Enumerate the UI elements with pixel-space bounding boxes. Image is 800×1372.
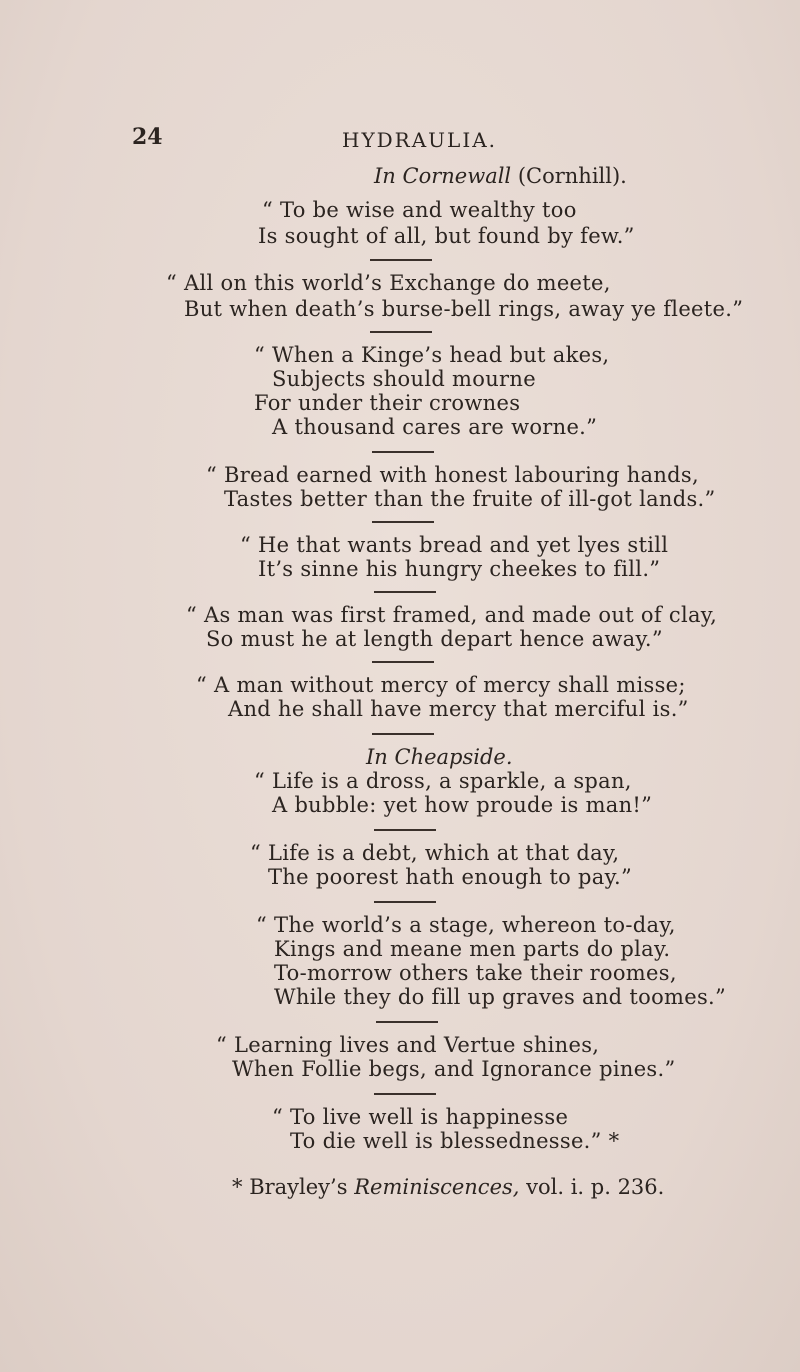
section-heading-cornhill [374, 164, 627, 188]
verse-divider [372, 661, 434, 663]
verse-line: “ Bread earned with honest labouring hands, [206, 463, 699, 487]
verse-divider [374, 829, 436, 831]
verse-line: A thousand cares are worne.” [272, 415, 598, 439]
footnote-marker: * [232, 1175, 243, 1199]
verse-line: Tastes better than the fruite of ill-got lands.” [224, 487, 716, 511]
verse-line: “ Learning lives and Vertue shines, [216, 1033, 600, 1057]
verse-line: Subjects should mourne [272, 367, 536, 391]
verse-line: “ He that wants bread and yet lyes still [240, 533, 669, 557]
footnote-citation: vol. i. p. 236. [526, 1175, 665, 1199]
verse-line: When Follie begs, and Ignorance pines.” [232, 1057, 676, 1081]
verse-divider [370, 259, 432, 261]
heading-place: Cheapside. [394, 745, 513, 769]
verse-line: To die well is blessednesse.” * [290, 1129, 620, 1153]
heading-place: Cornewall [402, 164, 512, 188]
verse-line: “ Life is a dross, a sparkle, a span, [254, 769, 632, 793]
verse-line: While they do fill up graves and toomes.” [274, 985, 727, 1009]
verse-divider [372, 521, 434, 523]
page-number: 24 [132, 124, 163, 150]
verse-line: But when death’s burse-bell rings, away ye fleete.” [184, 297, 744, 321]
footnote [232, 1175, 664, 1199]
verse-line: “ Life is a debt, which at that day, [250, 841, 620, 865]
verse-divider [374, 591, 436, 593]
verse-line: It’s sinne his hungry cheekes to fill.” [258, 557, 661, 581]
verse-divider [372, 451, 434, 453]
heading-rest: (Cornhill). [517, 164, 627, 188]
verse-divider [374, 1093, 436, 1095]
verse-line: A bubble: yet how proude is man!” [272, 793, 653, 817]
section-heading-cheapside [366, 745, 513, 769]
verse-line: “ To be wise and wealthy too [262, 198, 577, 222]
verse-line: Kings and meane men parts do play. [274, 937, 671, 961]
footnote-title: Reminiscences, [354, 1175, 520, 1199]
verse-line: “ A man without mercy of mercy shall misse; [196, 673, 686, 697]
heading-prefix: In [374, 164, 396, 188]
verse-line: “ To live well is happinesse [272, 1105, 569, 1129]
verse-line: And he shall have mercy that merciful is.” [228, 697, 689, 721]
verse-line: To-morrow others take their roomes, [274, 961, 677, 985]
verse-line: “ All on this world’s Exchange do meete, [166, 271, 611, 295]
verse-line: For under their crownes [254, 391, 521, 415]
verse-line: “ When a Kinge’s head but akes, [254, 343, 610, 367]
running-title: HYDRAULIA. [342, 128, 498, 152]
verse-line: “ As man was first framed, and made out of clay, [186, 603, 718, 627]
verse-line: So must he at length depart hence away.” [206, 627, 663, 651]
verse-line: Is sought of all, but found by few.” [258, 224, 635, 248]
verse-divider [372, 733, 434, 735]
verse-divider [370, 331, 432, 333]
verse-divider [374, 901, 436, 903]
verse-line: “ The world’s a stage, whereon to-day, [256, 913, 676, 937]
footnote-author: Brayley’s [249, 1175, 348, 1199]
verse-line: The poorest hath enough to pay.” [268, 865, 632, 889]
heading-prefix: In [366, 745, 388, 769]
verse-divider [376, 1021, 438, 1023]
